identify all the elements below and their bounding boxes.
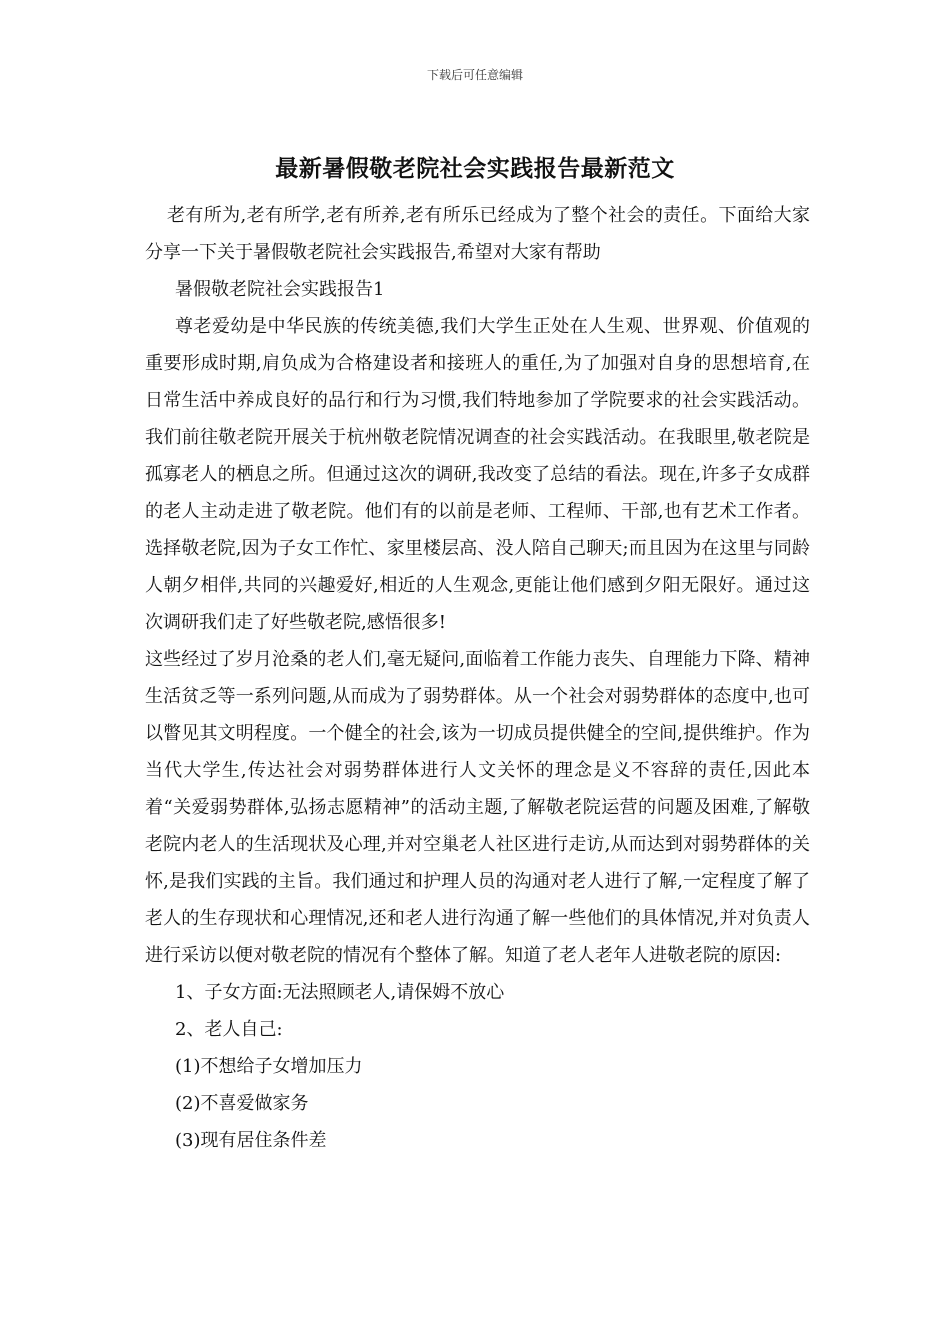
list-item: 1、子女方面:无法照顾老人,请保姆不放心 — [175, 982, 505, 1003]
document-body — [145, 197, 810, 1159]
list-item: 2、老人自己: — [175, 1019, 283, 1040]
page-header-note: 下载后可任意编辑 — [426, 68, 523, 82]
list-item: (2)不喜爱做家务 — [175, 1093, 309, 1114]
list-item: (3)现有居住条件差 — [175, 1130, 327, 1151]
intro-paragraph: 老有所为,老有所学,老有所养,老有所乐已经成为了整个社会的责任。下面给大家分享一下关于暑假敬老院社会实践报告,希望对大家有帮助 — [145, 205, 810, 263]
document-title: 最新暑假敬老院社会实践报告最新范文 — [275, 155, 675, 182]
section-heading: 暑假敬老院社会实践报告1 — [175, 279, 385, 300]
body-paragraph-1: 尊老爱幼是中华民族的传统美德,我们大学生正处在人生观、世界观、价值观的重要形成时期,肩负成为合格建设者和接班人的重任,为了加强对自身的思想培育,在日常生活中养成良好的品行和行为习惯,我们特地参加了学院要求的社会实践活动。我们前往敬老院开展关于杭州敬老院情况调查的社会实践活动。在我眼里,敬老院是孤寡老人的栖息之所。但通过这次的调研,我改变了总结的看法。现在,许多子女成群的老人主动走进了敬老院。他们有的以前是老师、工程师、干部,也有艺术工作者。选择敬老院,因为子女工作忙、家里楼层高、没人陪自己聊天;而且因为在这里与同龄人朝夕相伴,共同的兴趣爱好,相近的人生观念,更能让他们感到夕阳无限好。通过这次调研我们走了好些敬老院,感悟很多! — [145, 316, 810, 633]
list-item: (1)不想给子女增加压力 — [175, 1056, 363, 1077]
body-paragraph-2: 这些经过了岁月沧桑的老人们,毫无疑问,面临着工作能力丧失、自理能力下降、精神生活贫乏等一系列问题,从而成为了弱势群体。从一个社会对弱势群体的态度中,也可以瞥见其文明程度。一个健全的社会,该为一切成员提供健全的空间,提供维护。作为当代大学生,传达社会对弱势群体进行人文关怀的理念是义不容辞的责任,因此本着“关爱弱势群体,弘扬志愿精神”的活动主题,了解敬老院运营的问题及困难,了解敬老院内老人的生活现状及心理,并对空巢老人社区进行走访,从而达到对弱势群体的关怀,是我们实践的主旨。我们通过和护理人员的沟通对老人进行了解,一定程度了解了老人的生存现状和心理情况,还和老人进行沟通了解一些他们的具体情况,并对负责人进行采访以便对敬老院的情况有个整体了解。知道了老人老年人进敬老院的原因: — [145, 649, 810, 966]
